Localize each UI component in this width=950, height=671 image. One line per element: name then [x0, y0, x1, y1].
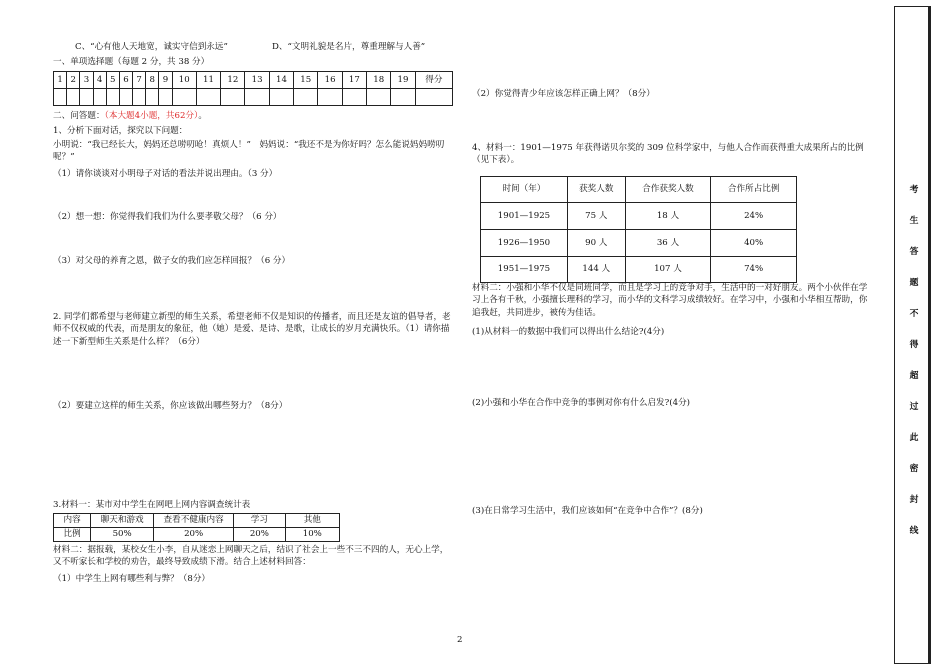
q4-table-header: 获奖人数 — [567, 177, 625, 203]
q4-table-cell: 75 人 — [567, 203, 625, 230]
answer-cell[interactable] — [391, 89, 415, 106]
answer-header: 15 — [294, 72, 318, 89]
q3-title: 3.材料一：某市对中学生在网吧上网内容调查统计表 — [53, 500, 251, 510]
answer-cell[interactable] — [196, 89, 220, 106]
seal-line-box — [894, 6, 931, 664]
q3-table-header: 学习 — [234, 514, 285, 528]
answer-header: 10 — [172, 72, 196, 89]
answer-header: 12 — [221, 72, 245, 89]
q3-table-cell: 20% — [234, 528, 285, 542]
q4-sub3: (3)在日常学习生活中，我们应该如何“在竞争中合作”？(8分) — [472, 506, 703, 516]
answer-cell[interactable] — [146, 89, 159, 106]
answer-cell[interactable] — [93, 89, 106, 106]
answer-header: 19 — [391, 72, 415, 89]
answer-header: 14 — [269, 72, 293, 89]
answer-header: 4 — [93, 72, 106, 89]
seal-char: 此 — [909, 433, 919, 443]
q3-sub2: （2）你觉得青少年应该怎样正确上网？（8分） — [472, 89, 655, 99]
answer-cell[interactable] — [119, 89, 132, 106]
answer-cell[interactable] — [67, 89, 80, 106]
q4-table-cell: 40% — [711, 230, 797, 257]
answer-header: 17 — [342, 72, 366, 89]
section2-title — [53, 110, 207, 122]
q1-dialog: 小明说：“我已经长大，妈妈还总唠叨呛！真烦人！” 妈妈说：“我还不是为你好吗？怎么能说妈妈唠叨呢？” — [53, 140, 445, 163]
q4-table-header: 合作获奖人数 — [625, 177, 711, 203]
q4-material1: 4、材料一：1901—1975 年获得诺贝尔奖的 309 位科学家中，与他人合作而获得重大成果所占的比例（见下表）。 — [472, 143, 864, 166]
seal-char: 不 — [909, 309, 919, 319]
answer-header: 5 — [106, 72, 119, 89]
answer-cell[interactable] — [80, 89, 93, 106]
answer-cell[interactable] — [54, 89, 67, 106]
answer-header: 3 — [80, 72, 93, 89]
section2-title-suffix: 。 — [198, 111, 207, 121]
answer-cell[interactable] — [133, 89, 146, 106]
q4-nobel-table — [480, 176, 797, 283]
answer-cell[interactable] — [221, 89, 245, 106]
answer-header: 16 — [318, 72, 342, 89]
option-d: D、“文明礼貌是名片，尊重理解与人善” — [272, 42, 426, 52]
answer-header: 18 — [367, 72, 391, 89]
q4-table-cell: 18 人 — [625, 203, 711, 230]
answer-header: 8 — [146, 72, 159, 89]
answer-header: 6 — [119, 72, 132, 89]
q3-survey-table — [53, 513, 340, 542]
q3-table-header: 其他 — [285, 514, 339, 528]
q4-sub2: (2)小强和小华在合作中竞争的事例对你有什么启发?(4分) — [472, 398, 691, 408]
q3-table-cell: 20% — [154, 528, 234, 542]
answer-cell[interactable] — [269, 89, 293, 106]
seal-char: 线 — [909, 526, 919, 536]
answer-cell[interactable] — [172, 89, 196, 106]
answer-header: 13 — [245, 72, 269, 89]
q3-table-cell: 50% — [91, 528, 154, 542]
answer-cell[interactable] — [367, 89, 391, 106]
answer-header: 2 — [67, 72, 80, 89]
answer-header: 1 — [54, 72, 67, 89]
answer-header: 得分 — [415, 72, 452, 89]
q1-intro: 1、分析下面对话，探究以下问题： — [53, 126, 188, 136]
q4-sub1: (1)从材料一的数据中我们可以得出什么结论?(4分) — [472, 327, 665, 337]
answer-header: 9 — [159, 72, 172, 89]
section2-title-prefix: 二、问答题： — [53, 111, 105, 121]
seal-char: 密 — [909, 464, 919, 474]
q4-table-cell: 1926—1950 — [481, 230, 568, 257]
q4-table-cell: 36 人 — [625, 230, 711, 257]
seal-char: 生 — [909, 216, 919, 226]
q1-sub3: （3）对父母的养育之恩，做子女的我们应怎样回报？（6 分） — [53, 256, 291, 266]
answer-cell[interactable] — [159, 89, 172, 106]
q3-table-cell: 10% — [285, 528, 339, 542]
answer-header: 7 — [133, 72, 146, 89]
q4-table-header: 时间（年） — [481, 177, 568, 203]
answer-header: 11 — [196, 72, 220, 89]
score-cell[interactable] — [415, 89, 452, 106]
q2-sub2: （2）要建立这样的师生关系，你应该做出哪些努力？（8分） — [53, 401, 288, 411]
seal-char: 封 — [909, 495, 919, 505]
q4-table-cell: 144 人 — [567, 257, 625, 283]
q1-sub2: （2）想一想：你觉得我们我们为什么要孝敬父母？（6 分） — [53, 212, 282, 222]
answer-cell[interactable] — [294, 89, 318, 106]
answer-table — [53, 71, 453, 106]
q1-sub1: （1）请你谈谈对小明母子对话的看法并说出理由。（3 分） — [53, 169, 278, 179]
answer-cell[interactable] — [106, 89, 119, 106]
q4-table-header: 合作所占比例 — [711, 177, 797, 203]
q4-table-cell: 24% — [711, 203, 797, 230]
answer-cell[interactable] — [342, 89, 366, 106]
option-c: C、“心有他人天地宽，诚实守信到永远” — [75, 42, 228, 52]
q3-table-header: 内容 — [54, 514, 91, 528]
q4-table-cell: 90 人 — [567, 230, 625, 257]
seal-char: 超 — [909, 371, 919, 381]
q4-table-cell: 1951—1975 — [481, 257, 568, 283]
seal-line-text — [909, 175, 919, 547]
seal-char: 过 — [909, 402, 919, 412]
seal-char: 得 — [909, 340, 919, 350]
q3-sub1: （1）中学生上网有哪些利与弊？（8分） — [53, 574, 211, 584]
section1-title: 一、单项选择题（每题 2 分，共 38 分） — [53, 57, 210, 67]
q4-table-cell: 1901—1925 — [481, 203, 568, 230]
q4-table-cell: 107 人 — [625, 257, 711, 283]
q4-material2: 材料二：小强和小华不仅是同班同学，而且是学习上的竞争对手，生活中的一对好朋友。两个小伙伴在学习上各有千秋，小强擅长理科的学习，而小华的文科学习成绩较好。在学习中，小强和小华相互帮助，你追我赶，共同进步，被传为佳话。 — [472, 283, 868, 318]
seal-char: 考 — [909, 185, 919, 195]
answer-cell[interactable] — [318, 89, 342, 106]
q4-table-cell: 74% — [711, 257, 797, 283]
answer-cell[interactable] — [245, 89, 269, 106]
q3-table-header: 查看不健康内容 — [154, 514, 234, 528]
q2-text: 2. 同学们都希望与老师建立新型的师生关系，希望老师不仅是知识的传播者，而且还是友谊的倡导者，老师不仅权威的代表，而是朋友的象征，他（她）是爱、是诗、是歌，让成长的岁月充满快乐。（1）请你描述一下新型师生关系是什么样？（6分） — [53, 312, 451, 347]
q3-table-cell: 比例 — [54, 528, 91, 542]
seal-char: 题 — [909, 278, 919, 288]
q3-table-header: 聊天和游戏 — [91, 514, 154, 528]
page-number: 2 — [457, 635, 463, 645]
section2-title-red: （本大题4小题，共62分） — [104, 111, 199, 121]
q3-material2: 材料二：据报载，某校女生小李，自从迷恋上网聊天之后，结识了社会上一些不三不四的人，无心上学，又不听家长和学校的劝告，最终导致成绩下滑。结合上述材料回答： — [53, 545, 449, 568]
seal-char: 答 — [909, 247, 919, 257]
